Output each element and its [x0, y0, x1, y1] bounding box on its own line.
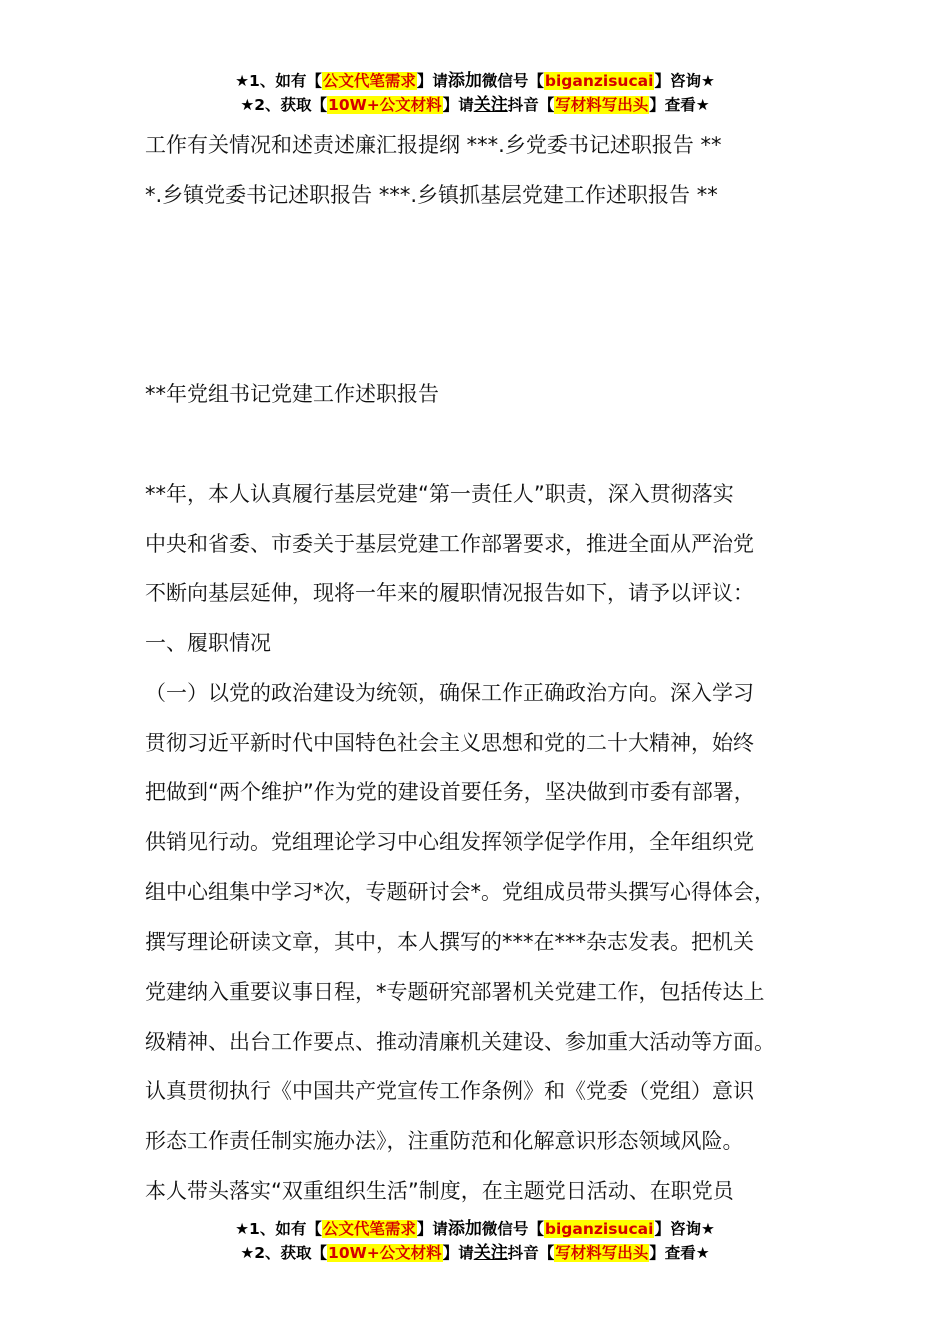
text-line: 组中心组集中学习*次，专题研讨会*。党组成员带头撰写心得体会，	[145, 880, 775, 904]
wechat-id: biganzisucai	[544, 1220, 654, 1238]
text-line: 党建纳入重要议事日程，*专题研究部署机关党建工作，包括传达上	[145, 980, 765, 1004]
banner-text: 】查看★	[649, 1244, 710, 1262]
text-line: 供销见行动。党组理论学习中心组发挥领学促学作用，全年组织党	[145, 830, 754, 854]
banner-text: 】查看★	[649, 96, 710, 114]
text-line: 贯彻习近平新时代中国特色社会主义思想和党的二十大精神，始终	[145, 731, 754, 755]
text-line: *.乡镇党委书记述职报告 ***.乡镇抓基层党建工作述职报告 **	[145, 183, 718, 207]
text-line: 中央和省委、市委关于基层党建工作部署要求，推进全面从严治党	[145, 532, 754, 556]
banner-text: 】请	[416, 1220, 448, 1238]
banner-text: ★1、如有【	[235, 1220, 322, 1238]
text-line: 撰写理论研读文章，其中，本人撰写的***在***杂志发表。把机关	[145, 930, 754, 954]
text-line: （一）以党的政治建设为统领，确保工作正确政治方向。深入学习	[145, 681, 754, 705]
text-line: 不断向基层延伸，现将一年来的履职情况报告如下，请予以评议：	[145, 581, 754, 605]
banner-text: 】请	[442, 1244, 474, 1262]
banner-text: 】请	[442, 96, 474, 114]
banner-text: 】咨询★	[654, 72, 715, 90]
banner-text: 微信号【	[481, 72, 544, 90]
highlight-text: 10W+公文材料	[328, 1244, 442, 1262]
report-title: **年党组书记党建工作述职报告	[145, 382, 439, 406]
banner-line-1	[0, 69, 950, 93]
highlight-text: 10W+公文材料	[328, 96, 442, 114]
emphasis-text: 关注	[473, 95, 508, 115]
highlight-text: 公文代笔需求	[322, 1220, 416, 1238]
header-banner	[0, 69, 950, 117]
banner-text: 微信号【	[481, 1220, 544, 1238]
douyin-id: 写材料写出头	[555, 96, 649, 114]
text-line: **年，本人认真履行基层党建“第一责任人”职责，深入贯彻落实	[145, 482, 734, 506]
banner-line-1	[0, 1217, 950, 1241]
banner-line-2	[0, 93, 950, 117]
banner-text: ★2、获取【	[240, 96, 328, 114]
banner-text: 抖音【	[507, 96, 555, 114]
banner-text: 】咨询★	[654, 1220, 715, 1238]
text-line: 级精神、出台工作要点、推动清廉机关建设、参加重大活动等方面。	[145, 1030, 775, 1054]
banner-text: ★2、获取【	[240, 1244, 328, 1262]
banner-text: 抖音【	[507, 1244, 555, 1262]
text-line: 工作有关情况和述责述廉汇报提纲 ***.乡党委书记述职报告 **	[145, 133, 722, 157]
banner-line-2	[0, 1241, 950, 1265]
text-line: 形态工作责任制实施办法》，注重防范和化解意识形态领域风险。	[145, 1129, 744, 1153]
wechat-id: biganzisucai	[544, 72, 654, 90]
emphasis-text: 关注	[473, 1243, 508, 1263]
text-line: 本人带头落实“双重组织生活”制度，在主题党日活动、在职党员	[145, 1179, 734, 1203]
banner-text: ★1、如有【	[235, 72, 322, 90]
text-line: 把做到“两个维护”作为党的建设首要任务，坚决做到市委有部署，	[145, 780, 755, 804]
section-heading: 一、履职情况	[145, 631, 271, 655]
douyin-id: 写材料写出头	[555, 1244, 649, 1262]
text-line: 认真贯彻执行《中国共产党宣传工作条例》和《党委（党组）意识	[145, 1079, 754, 1103]
emphasis-text: 添加	[447, 1219, 482, 1239]
banner-text: 】请	[416, 72, 448, 90]
footer-banner	[0, 1217, 950, 1265]
highlight-text: 公文代笔需求	[322, 72, 416, 90]
emphasis-text: 添加	[447, 71, 482, 91]
